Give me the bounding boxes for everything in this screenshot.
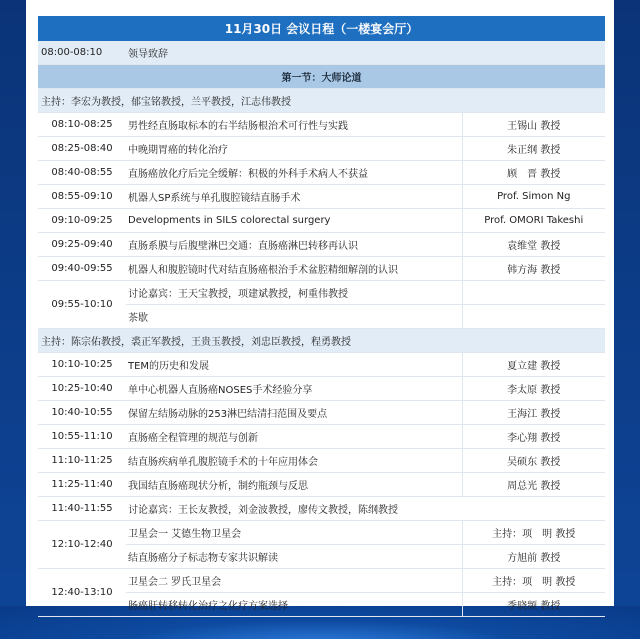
speaker-cell: 吴硕东 教授 bbox=[462, 449, 605, 473]
time-cell: 09:40-09:55 bbox=[38, 257, 126, 281]
time-cell: 09:25-09:40 bbox=[38, 233, 126, 257]
time-cell: 11:10-11:25 bbox=[38, 449, 126, 473]
table-row bbox=[38, 425, 605, 449]
host-row bbox=[38, 329, 605, 353]
table-row bbox=[38, 353, 605, 377]
topic-cell: 卫星会一 艾德生物卫星会 bbox=[126, 521, 462, 545]
host-text: 主持：陈宗佑教授，裘正军教授，王贵玉教授，刘忠臣教授，程勇教授 bbox=[38, 329, 605, 353]
topic-cell: 直肠癌放化疗后完全缓解：积极的外科手术病人不获益 bbox=[126, 161, 462, 185]
speaker-cell: 季晓频 教授 bbox=[462, 593, 605, 617]
discussion-row bbox=[38, 497, 605, 521]
discussion-row bbox=[38, 281, 605, 305]
time-cell: 08:40-08:55 bbox=[38, 161, 126, 185]
speaker-cell: 李太原 教授 bbox=[462, 377, 605, 401]
speaker-cell: Prof. OMORI Takeshi bbox=[462, 209, 605, 233]
topic-cell: 领导致辞 bbox=[126, 41, 605, 65]
section-title: 第一节：大师论道 bbox=[38, 65, 605, 89]
time-cell: 09:55-10:10 bbox=[38, 281, 126, 329]
topic-cell: 中晚期胃癌的转化治疗 bbox=[126, 137, 462, 161]
speaker-cell: 主持：项 明 教授 bbox=[462, 569, 605, 593]
time-cell: 11:25-11:40 bbox=[38, 473, 126, 497]
time-cell: 10:10-10:25 bbox=[38, 353, 126, 377]
topic-cell: Developments in SILS colorectal surgery bbox=[126, 209, 462, 233]
speaker-cell: 顾 晋 教授 bbox=[462, 161, 605, 185]
topic-cell: 机器人和腹腔镜时代对结直肠癌根治手术盆腔精细解剖的认识 bbox=[126, 257, 462, 281]
background-left-edge bbox=[0, 0, 26, 639]
topic-cell: 男性经直肠取标本的右半结肠根治术可行性与实践 bbox=[126, 113, 462, 137]
time-cell: 09:10-09:25 bbox=[38, 209, 126, 233]
speaker-cell: 王海江 教授 bbox=[462, 401, 605, 425]
speaker-cell: 王锡山 教授 bbox=[462, 113, 605, 137]
speaker-cell: 方旭前 教授 bbox=[462, 545, 605, 569]
speaker-cell bbox=[462, 281, 605, 305]
table-row bbox=[38, 185, 605, 209]
topic-cell: 我国结直肠癌现状分析，制约瓶颈与反思 bbox=[126, 473, 462, 497]
speaker-cell: 周总光 教授 bbox=[462, 473, 605, 497]
speaker-cell bbox=[462, 305, 605, 329]
table-row bbox=[38, 473, 605, 497]
table-row bbox=[38, 449, 605, 473]
time-cell: 08:10-08:25 bbox=[38, 113, 126, 137]
table-row bbox=[38, 113, 605, 137]
time-cell: 12:40-13:10 bbox=[38, 569, 126, 617]
speaker-cell: 李心翔 教授 bbox=[462, 425, 605, 449]
table-row bbox=[38, 377, 605, 401]
speaker-cell: Prof. Simon Ng bbox=[462, 185, 605, 209]
schedule-table bbox=[38, 16, 605, 617]
time-cell: 10:25-10:40 bbox=[38, 377, 126, 401]
topic-cell: 机器人SP系统与单孔腹腔镜结直肠手术 bbox=[126, 185, 462, 209]
topic-cell: 讨论嘉宾：王天宝教授，项建斌教授，柯重伟教授 bbox=[126, 281, 462, 305]
background-right-edge bbox=[614, 0, 640, 639]
topic-cell: 保留左结肠动脉的253淋巴结清扫范围及要点 bbox=[126, 401, 462, 425]
topic-cell: 结直肠疾病单孔腹腔镜手术的十年应用体会 bbox=[126, 449, 462, 473]
table-row bbox=[38, 521, 605, 545]
time-cell: 08:00-08:10 bbox=[38, 41, 126, 65]
opening-row bbox=[38, 41, 605, 65]
table-row bbox=[38, 401, 605, 425]
table-row bbox=[38, 257, 605, 281]
time-cell: 10:40-10:55 bbox=[38, 401, 126, 425]
time-cell: 08:55-09:10 bbox=[38, 185, 126, 209]
table-row bbox=[38, 569, 605, 593]
speaker-cell: 袁维堂 教授 bbox=[462, 233, 605, 257]
speaker-cell: 朱正纲 教授 bbox=[462, 137, 605, 161]
topic-cell: 肠癌肝转移转化治疗之化疗方案选择 bbox=[126, 593, 462, 617]
topic-cell: 直肠癌全程管理的规范与创新 bbox=[126, 425, 462, 449]
speaker-cell: 韩方海 教授 bbox=[462, 257, 605, 281]
section-title-row bbox=[38, 65, 605, 89]
schedule-title: 11月30日 会议日程（一楼宴会厅） bbox=[38, 16, 605, 41]
time-cell: 08:25-08:40 bbox=[38, 137, 126, 161]
topic-cell: TEM的历史和发展 bbox=[126, 353, 462, 377]
table-row bbox=[38, 137, 605, 161]
topic-cell: 卫星会二 罗氏卫星会 bbox=[126, 569, 462, 593]
schedule-title-row bbox=[38, 16, 605, 41]
table-row bbox=[38, 161, 605, 185]
speaker-cell: 夏立建 教授 bbox=[462, 353, 605, 377]
topic-cell: 单中心机器人直肠癌NOSES手术经验分享 bbox=[126, 377, 462, 401]
host-row bbox=[38, 89, 605, 113]
time-cell: 10:55-11:10 bbox=[38, 425, 126, 449]
time-cell: 11:40-11:55 bbox=[38, 497, 126, 521]
time-cell: 12:10-12:40 bbox=[38, 521, 126, 569]
table-row bbox=[38, 233, 605, 257]
host-text: 主持：李宏为教授，郁宝铭教授，兰平教授，江志伟教授 bbox=[38, 89, 605, 113]
break-cell: 茶歇 bbox=[126, 305, 462, 329]
topic-cell: 讨论嘉宾：王长友教授，刘金波教授，廖传文教授，陈纲教授 bbox=[126, 497, 605, 521]
topic-cell: 结直肠癌分子标志物专家共识解读 bbox=[126, 545, 462, 569]
topic-cell: 直肠系膜与后腹壁淋巴交通：直肠癌淋巴转移再认识 bbox=[126, 233, 462, 257]
speaker-cell: 主持：项 明 教授 bbox=[462, 521, 605, 545]
table-row bbox=[38, 209, 605, 233]
